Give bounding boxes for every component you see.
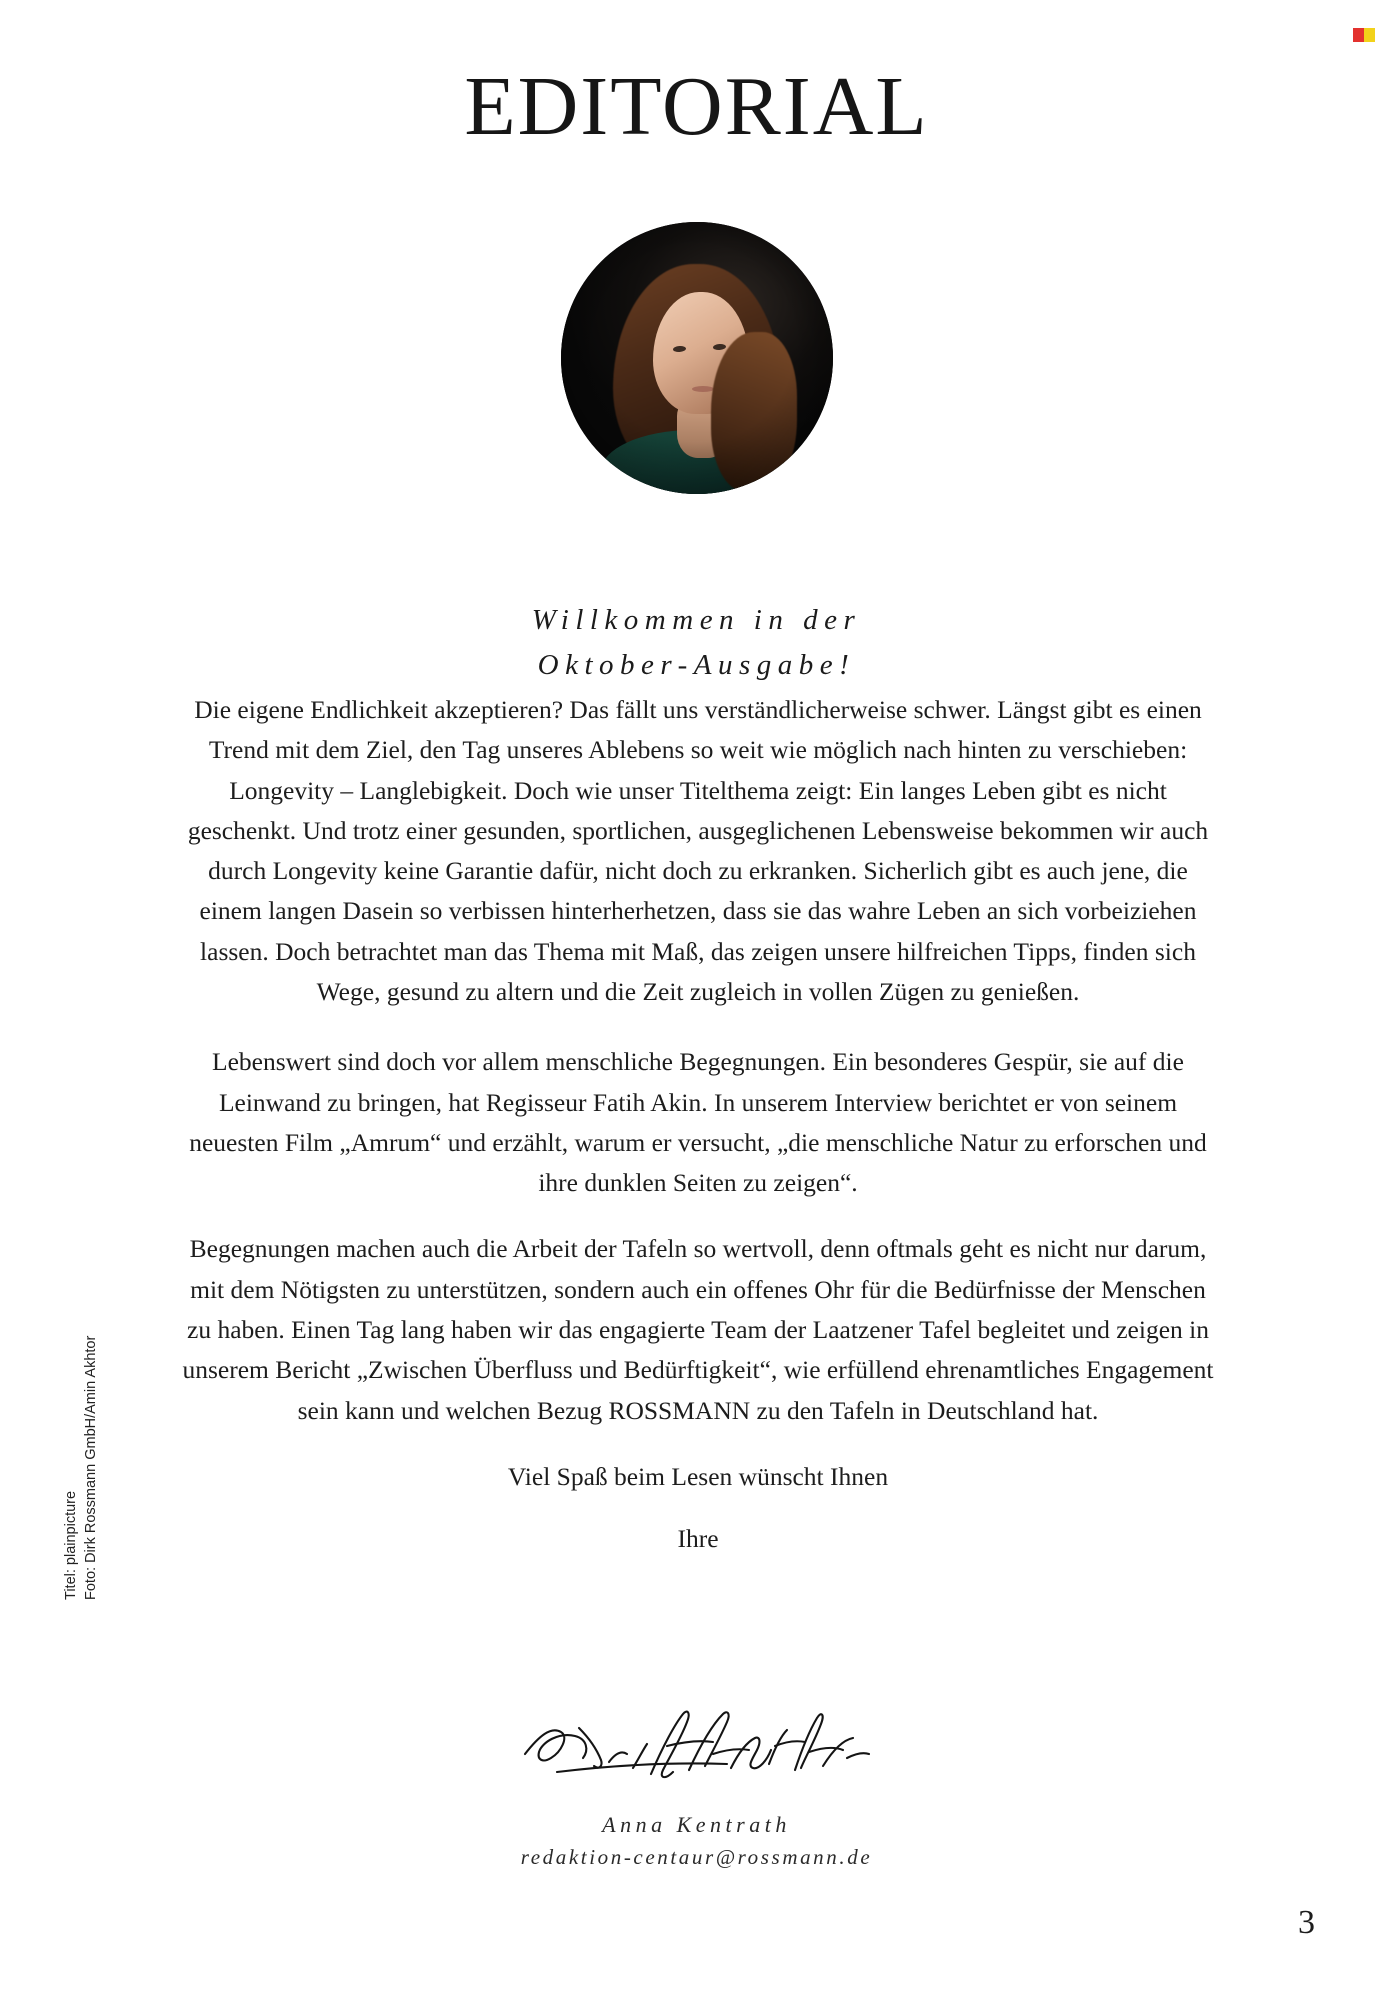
- page-title: EDITORIAL: [464, 60, 929, 153]
- welcome-heading: [0, 598, 1393, 688]
- photo-credits: [62, 1335, 99, 1900]
- paragraph-3: Begegnungen machen auch die Arbeit der Tafeln so wertvoll, denn oftmals geht es nicht nur darum, mit dem Nötigsten zu unterstützen, sondern auch ein offenes Ohr für die Bedürfnisse der Menschen zu haben. Einen Tag lang haben wir das engagierte Team der Laatzener Tafel begleitet und zeigen in unserem Bericht „Zwischen Überfluss und Bedürftigkeit“, wie erfüllend ehrenamtliches Engagement sein kann und welchen Bezug ROSSMANN zu den Tafeln in Deutschland hat.: [182, 1234, 1214, 1425]
- registration-mark-red: [1353, 28, 1364, 42]
- welcome-heading-line2: Oktober-Ausgabe!: [537, 648, 856, 681]
- photo-credit-line-2: Foto: Dirk Rossmann GmbH/Amin Akhtor: [82, 1335, 99, 1600]
- salutation: Ihre: [677, 1524, 719, 1554]
- closing-block: [178, 1457, 1218, 1560]
- closing-line: Viel Spaß beim Lesen wünscht Ihnen: [507, 1461, 889, 1491]
- page-number: 3: [1298, 1904, 1315, 1941]
- handwritten-signature-icon: [517, 1688, 877, 1798]
- avatar: [561, 222, 833, 494]
- editorial-body: [178, 690, 1218, 1559]
- paragraph-2: Lebenswert sind doch vor allem menschliche Begegnungen. Ein besonderes Gespür, sie auf die Leinwand zu bringen, hat Regisseur Fatih Akin. In unserem Interview berichtet er von seinem neuesten Film „Amrum“ und erzählt, warum er versucht, „die menschliche Natur zu erforschen und ihre dunklen Seiten zu zeigen“.: [189, 1047, 1207, 1198]
- signature-email[interactable]: redaktion-centaur@rossmann.de: [520, 1845, 873, 1869]
- print-registration-marks: [1353, 28, 1375, 42]
- welcome-heading-line1: Willkommen in der: [531, 604, 862, 636]
- signature-name: Anna Kentrath: [602, 1812, 791, 1837]
- paragraph-1: Die eigene Endlichkeit akzeptieren? Das fällt uns verständlicherweise schwer. Längst gibt es einen Trend mit dem Ziel, den Tag unseres Ablebens so weit wie möglich nach hinten zu verschieben: Longevity – Langlebigkeit. Doch wie unser Titelthema zeigt: Ein langes Leben gibt es nicht geschenkt. Und trotz einer gesunden, sportlichen, ausgeglichenen Lebensweise bekommen wir auch durch Longevity keine Garantie dafür, nicht doch zu erkranken. Sicherlich gibt es auch jene, die einem langen Dasein so verbissen hinterherhetzen, dass sie das wahre Leben an sich vorbeiziehen lassen. Doch betrachtet man das Thema mit Maß, das zeigen unsere hilfreichen Tipps, finden sich Wege, gesund zu altern und die Zeit zugleich in vollen Zügen zu genießen.: [187, 695, 1209, 1006]
- signature-container: [0, 1688, 1393, 1798]
- photo-credit-line-1: Titel: plainpicture: [63, 1490, 79, 1600]
- portrait-container: [0, 222, 1393, 494]
- portrait-vignette: [561, 222, 833, 494]
- registration-mark-yellow: [1364, 28, 1375, 42]
- photo-credits-text: [62, 1336, 101, 1600]
